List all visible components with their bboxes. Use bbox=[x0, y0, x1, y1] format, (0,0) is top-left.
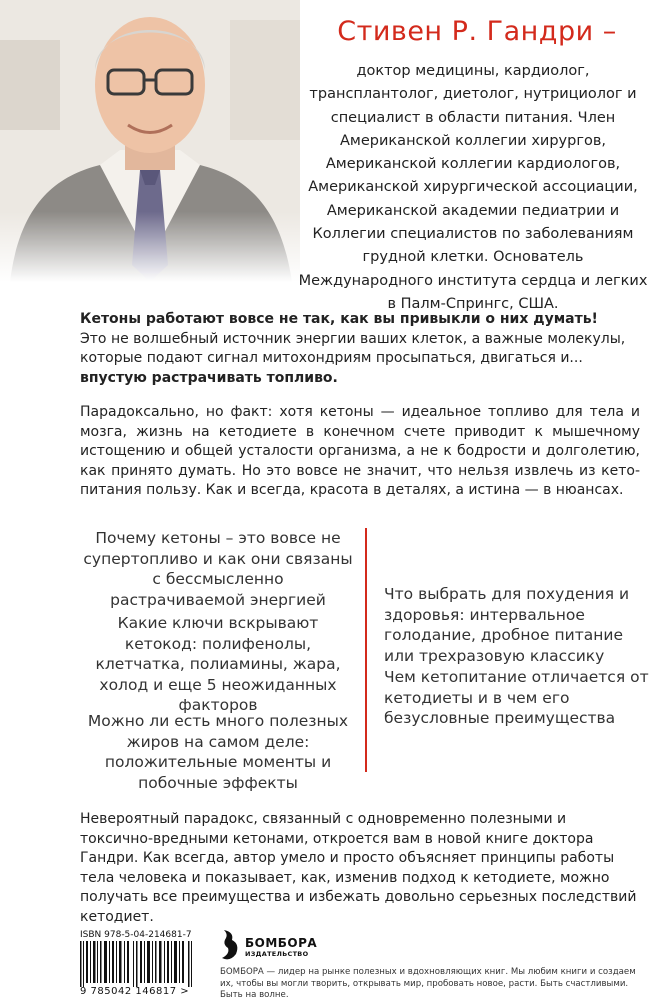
red-divider bbox=[365, 528, 367, 772]
author-bio: доктор медицины, кардиолог, трансплантолог, диетолог, нутрициолог и специалист в области питания. Член Американской коллегии хирургов, Американской коллегии кардиологов, Американской хирургической ассоциации, Американской академии педиатрии и Коллегии специалистов по заболеваниям грудной клетки. Основатель Международного института сердца и легких в Палм-Спрингс, США. bbox=[298, 63, 648, 312]
intro-line-1: Кетоны работают вовсе не так, как вы привыкли о них думать! bbox=[80, 311, 598, 327]
feature-left-2: Какие ключи вскрывают кетокод: полифенолы, клетчатка, полиамины, жара, холод и еще 5 неожиданных факторов bbox=[95, 614, 341, 714]
publisher-subtitle: ИЗДАТЕЛЬСТВО bbox=[245, 950, 309, 958]
isbn-text: ISBN 978-5-04-214681-7 bbox=[80, 930, 192, 940]
barcode-number: 9 785042 146817 > bbox=[80, 986, 190, 997]
publisher-blurb: БОМБОРА — лидер на рынке полезных и вдохновляющих книг. Мы любим книги и создаем их, чтобы вы могли творить, открывать мир, пробовать новое, расти. Быть счастливыми. Быть на волне. bbox=[220, 967, 636, 1000]
barcode-icon bbox=[78, 941, 196, 987]
author-photo bbox=[0, 0, 300, 282]
publisher-name: БОМБОРА bbox=[245, 936, 318, 950]
feature-left-1: Почему кетоны – это вовсе не супертопливо и как они связаны с бессмысленно растрачиваемой энергией bbox=[83, 529, 353, 609]
outro-paragraph: Невероятный парадокс, связанный с одновременно полезными и токсично-вредными кетонами, откроется вам в новой книге доктора Гандри. Как всегда, автор умело и просто объясняет принципы работы тела человека и показывает, как, изменив подход к кетодиете, можно получать все преимущества и избежать довольно серьезных последствий кетодиет. bbox=[80, 811, 637, 925]
bombora-logo-icon bbox=[220, 928, 242, 962]
intro-line-3: впустую растрачивать топливо. bbox=[80, 369, 338, 386]
intro-line-2: Это не волшебный источник энергии ваших клеток, а важные молекулы, которые подают сигнал митохондриям просыпаться, двигаться и... bbox=[80, 330, 626, 367]
intro-block bbox=[80, 310, 640, 388]
author-name: Стивен Р. Гандри – bbox=[337, 16, 617, 47]
feature-right-1: Что выбрать для похудения и здоровья: интервальное голодание, дробное питание или трехразовую классику bbox=[384, 585, 630, 665]
feature-left-3: Можно ли есть много полезных жиров на самом деле: положительные моменты и побочные эффекты bbox=[87, 712, 349, 792]
body-paragraph: Парадоксально, но факт: хотя кетоны — идеальное топливо для тела и мозга, жизнь на кетодиете в конечном счете приводит к мышечному истощению и общей усталости организма, а не к бодрости и долголетию, как принято думать. Но это вовсе не значит, что нельзя извлечь из кето-питания пользу. Как и всегда, красота в деталях, а истина — в нюансах. bbox=[80, 404, 640, 499]
feature-right-2: Чем кетопитание отличается от кетодиеты и в чем его безусловные преимущества bbox=[384, 668, 649, 727]
